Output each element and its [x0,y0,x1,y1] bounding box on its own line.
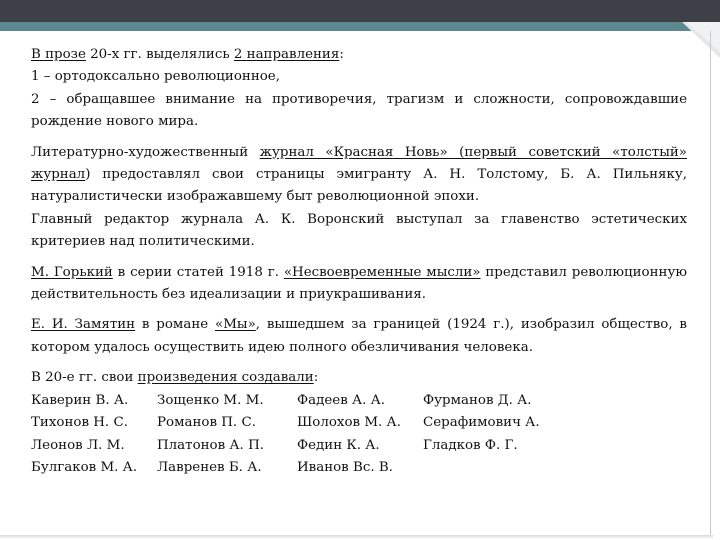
writer-name: Федин К. А. [297,437,380,453]
writer-name: Зощенко М. М. [157,392,264,408]
text-underlined: произведения создавали [137,370,314,386]
paragraph-gorky [31,262,687,307]
text: , вышедшем за границей (1924 г.), изобразил общество, в котором удалось осуществить идею полного обезличивания человека. [31,317,687,355]
text-underlined: журнал «Красная Новь» (первый советский «толстый» журнал [31,144,687,183]
text: в романе [135,317,216,333]
slide-header-bar [0,0,720,22]
text-underlined: Е. И. Замятин [31,317,136,333]
writer-name: Шолохов М. А. [297,415,401,431]
text: В 20-е гг. свои [31,370,138,386]
writer-name: Фурманов Д. А. [423,392,532,408]
text: 20-х гг. выделялись [85,47,234,62]
slide-header-accent-bar [0,22,720,31]
paragraph-zamyatin [31,314,687,359]
text: ) предоставлял свои страницы эмигранту А. Н. Толстому, Б. А. Пильняку, натуралистически изображавшему быт революционной эпохи. [31,167,687,205]
writer-name: Серафимович А. [423,415,540,431]
text-underlined: «Несвоевременные мысли» [283,264,481,280]
text: Литературно-художественный [31,144,260,160]
slide-shadow [0,535,713,539]
text: : [313,370,319,386]
text: Главный редактор журнала А. К. Воронский выступал за главенство эстетических критериев над политическими. [31,211,687,250]
slide-content [31,44,687,479]
text-underlined: 2 направления [233,47,340,62]
text-underlined: В прозе [31,47,86,62]
text: в серии статей 1918 г. [112,264,284,280]
writer-name: Фадеев А. А. [297,392,386,408]
writer-name: Платонов А. П. [157,437,265,453]
writer-name: Леонов Л. М. [31,437,125,453]
writer-name: Романов П. С. [157,415,256,431]
paragraph-writers-intro [31,367,687,389]
text: представил революционную действительность без идеализации и приукрашивания. [31,264,687,303]
writer-name: Булгаков М. А. [31,459,138,475]
paragraph-prose-directions [31,44,687,134]
text: 1 – ортодоксально революционное, [31,69,280,85]
writer-name: Лавренев Б. А. [157,459,262,475]
writer-name: Тихонов Н. С. [31,415,128,431]
text: : [339,47,344,62]
text-underlined: М. Горький [31,264,113,280]
writer-name: Каверин В. А. [31,392,129,408]
writer-name: Гладков Ф. Г. [423,437,518,453]
text-underlined: «Мы» [215,317,256,333]
writers-list [31,390,687,480]
writer-name: Иванов Вс. В. [297,459,393,475]
paragraph-krasnaya-nov [31,142,687,254]
text: 2 – обращавшее внимание на противоречия, трагизм и сложности, сопровождавшие рождение нового мира. [31,91,687,130]
